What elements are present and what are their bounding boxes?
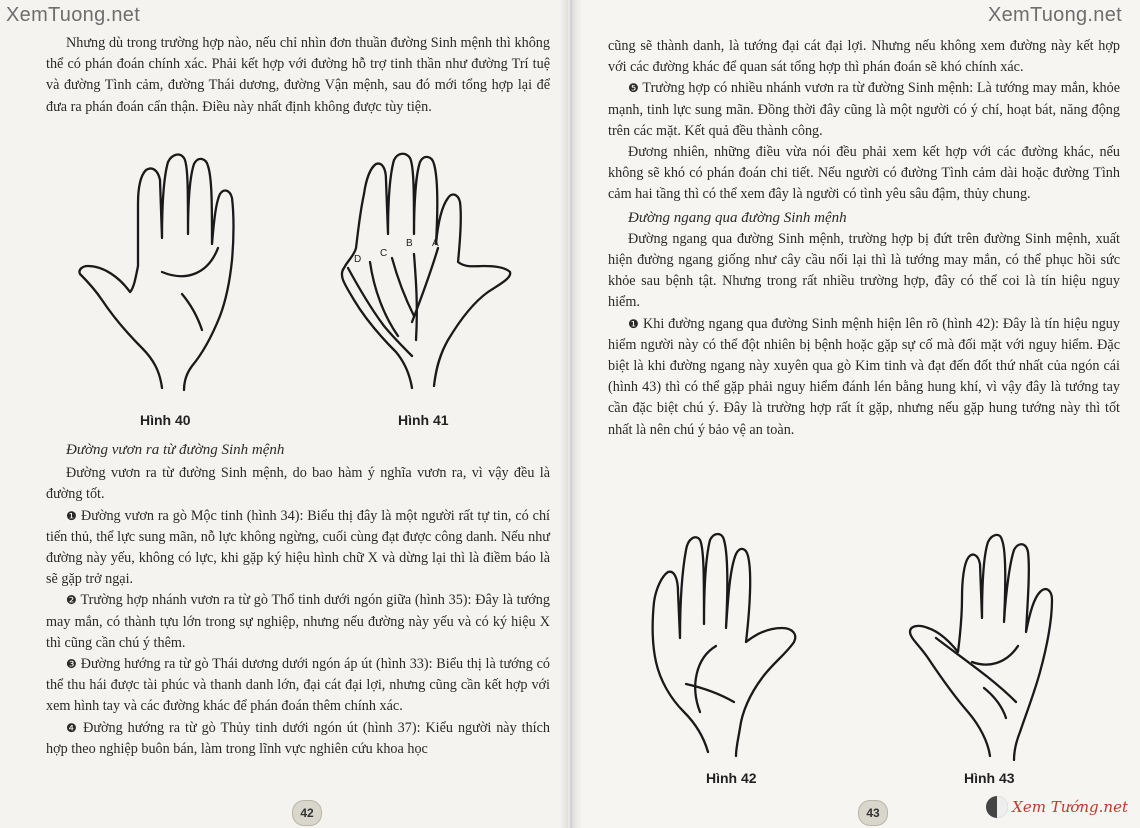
palm-figure-41 bbox=[314, 150, 524, 400]
list-item-5: ❺ Trường hợp có nhiều nhánh vươn ra từ đường Sinh mệnh: Là tướng may mắn, khỏe mạnh, tinh lực sung mãn. Đồng thời đây cũng là một người có ý chí, hoạt bát, năng động trên các mặt. Kết quả đều thành công. bbox=[608, 80, 1120, 139]
section-heading: Đường vươn ra từ đường Sinh mệnh bbox=[66, 442, 285, 458]
right-body bbox=[608, 36, 1120, 441]
watermark: XemTuong.net bbox=[6, 4, 141, 26]
item-number: ❶ bbox=[66, 508, 78, 523]
watermark: XemTuong.net bbox=[987, 4, 1122, 26]
para-1: Đường vươn ra từ đường Sinh mệnh, do bao hàm ý nghĩa vươn ra, vì vậy đều là đường tốt. bbox=[46, 465, 550, 503]
figure-41-caption: Hình 41 bbox=[398, 412, 449, 428]
page-number: 42 bbox=[292, 800, 322, 826]
item-number: ❷ bbox=[66, 593, 77, 608]
section-heading: Đường ngang qua đường Sinh mệnh bbox=[628, 209, 847, 226]
label-d: D bbox=[354, 254, 362, 265]
list-item-3: ❸ Đường hướng ra từ gò Thái dương dưới ngón áp út (hình 33): Biểu thị là tướng có thể thu hái được tài phúc và thanh danh lớn, đại cát đại lợi, nhưng cũng cần kết hợp với xem hình tay và các đường khác để phán đoán thêm chính xác. bbox=[46, 656, 550, 715]
item-number: ❺ bbox=[628, 81, 639, 96]
logo-text: Xem Tướng.net bbox=[1012, 798, 1128, 816]
palm-figure-42 bbox=[646, 528, 846, 764]
yin-yang-icon bbox=[986, 796, 1008, 818]
intro-text: Nhưng dù trong trường hợp nào, nếu chỉ nhìn đơn thuần đường Sinh mệnh thì không thể có phán đoán chính xác. Phải kết hợp với đường hỗ trợ tinh thần như đường Trí tuệ và đường Tình cảm, đường Thái dương, đường Vận mệnh, sau đó mới tổng hợp lại để đưa ra phán đoán cẩn thận. Điều này nhất định không được tùy tiện. bbox=[46, 35, 550, 115]
item-number: ❹ bbox=[66, 720, 79, 735]
intro-paragraph bbox=[46, 33, 550, 118]
left-body bbox=[46, 440, 550, 760]
item-number: ❸ bbox=[66, 657, 77, 672]
list-item-2: ❷ Trường hợp nhánh vươn ra từ gò Thổ tinh dưới ngón giữa (hình 35): Đây là tướng may mắn, có thành tựu lớn trong sự nghiệp, nhưng nếu đường này yếu và có ký hiệu X thì cũng cần chú ý thêm. bbox=[46, 592, 550, 651]
palm-figure-43 bbox=[906, 528, 1106, 764]
label-a: A bbox=[432, 238, 439, 249]
figure-43-caption: Hình 43 bbox=[964, 770, 1015, 786]
book-gutter bbox=[560, 0, 582, 828]
para-continued: cũng sẽ thành danh, là tướng đại cát đại lợi. Nhưng nếu không xem đường này kết hợp với các đường khác để quan sát tổng hợp thì phán đoán sẽ khó chính xác. bbox=[608, 38, 1120, 76]
right-page bbox=[570, 0, 1140, 828]
list-item-1: ❶ Khi đường ngang qua đường Sinh mệnh hiện lên rõ (hình 42): Đây là tín hiệu nguy hiểm người này có thể đột nhiên bị bệnh hoặc gặp sự cố mà đối mặt với nguy hiểm. Đặc biệt là khi đường ngang này xuyên qua gò Kim tinh và đạt đến đốt thứ nhất của ngón cái (hình 43) thì có thể gặp phải nguy hiểm đánh lén bằng hung khí, vì vậy đây là tướng tay cần đặc biệt chú ý. Đây là trường hợp rất ít gặp, nhưng nếu gặp hung tướng này thì tốt nhất là nên chú ý bảo vệ an toàn. bbox=[608, 315, 1120, 438]
para-2: Đương nhiên, những điều vừa nói đều phải xem kết hợp với các đường khác, nếu không sẽ khó có phán đoán chi tiết. Nếu người có đường Tình cảm dài hoặc đường Tình cảm hai tầng thì có thể xem đây là người có tình yêu sâu đậm, thủy chung. bbox=[608, 144, 1120, 203]
figure-40-caption: Hình 40 bbox=[140, 412, 191, 428]
site-logo bbox=[986, 796, 1128, 818]
label-c: C bbox=[380, 248, 388, 259]
item-number: ❶ bbox=[628, 316, 640, 331]
palm-figure-40 bbox=[76, 150, 276, 400]
para-3: Đường ngang qua đường Sinh mệnh, trường hợp bị đứt trên đường Sinh mệnh, xuất hiện đường ngang giống như cây cầu nối lại thì là tướng may mắn, có thể phục hồi sức khỏe sau bệnh tật. Nhưng trong rất nhiều trường hợp, đây có thể coi là tín hiệu nguy hiểm. bbox=[608, 230, 1120, 311]
list-item-1: ❶ Đường vươn ra gò Mộc tinh (hình 34): Biểu thị đây là một người rất tự tin, có chí tiến thủ, thể lực sung mãn, nỗ lực không ngừng, cuối cùng đạt được công danh. Nếu như đường này yếu, không có lực, khi gặp ký hiệu hình chữ X và dừng lại thì là điềm báo là sẽ gặp trở ngại. bbox=[46, 507, 550, 588]
label-b: B bbox=[406, 238, 413, 249]
list-item-4: ❹ Đường hướng ra từ gò Thủy tinh dưới ngón út (hình 37): Kiểu người này thích hợp theo nghiệp buôn bán, làm trong lĩnh vực nghiên cứu khoa học bbox=[46, 719, 550, 757]
left-page bbox=[0, 0, 568, 828]
page-number: 43 bbox=[858, 800, 888, 826]
figure-42-caption: Hình 42 bbox=[706, 770, 757, 786]
